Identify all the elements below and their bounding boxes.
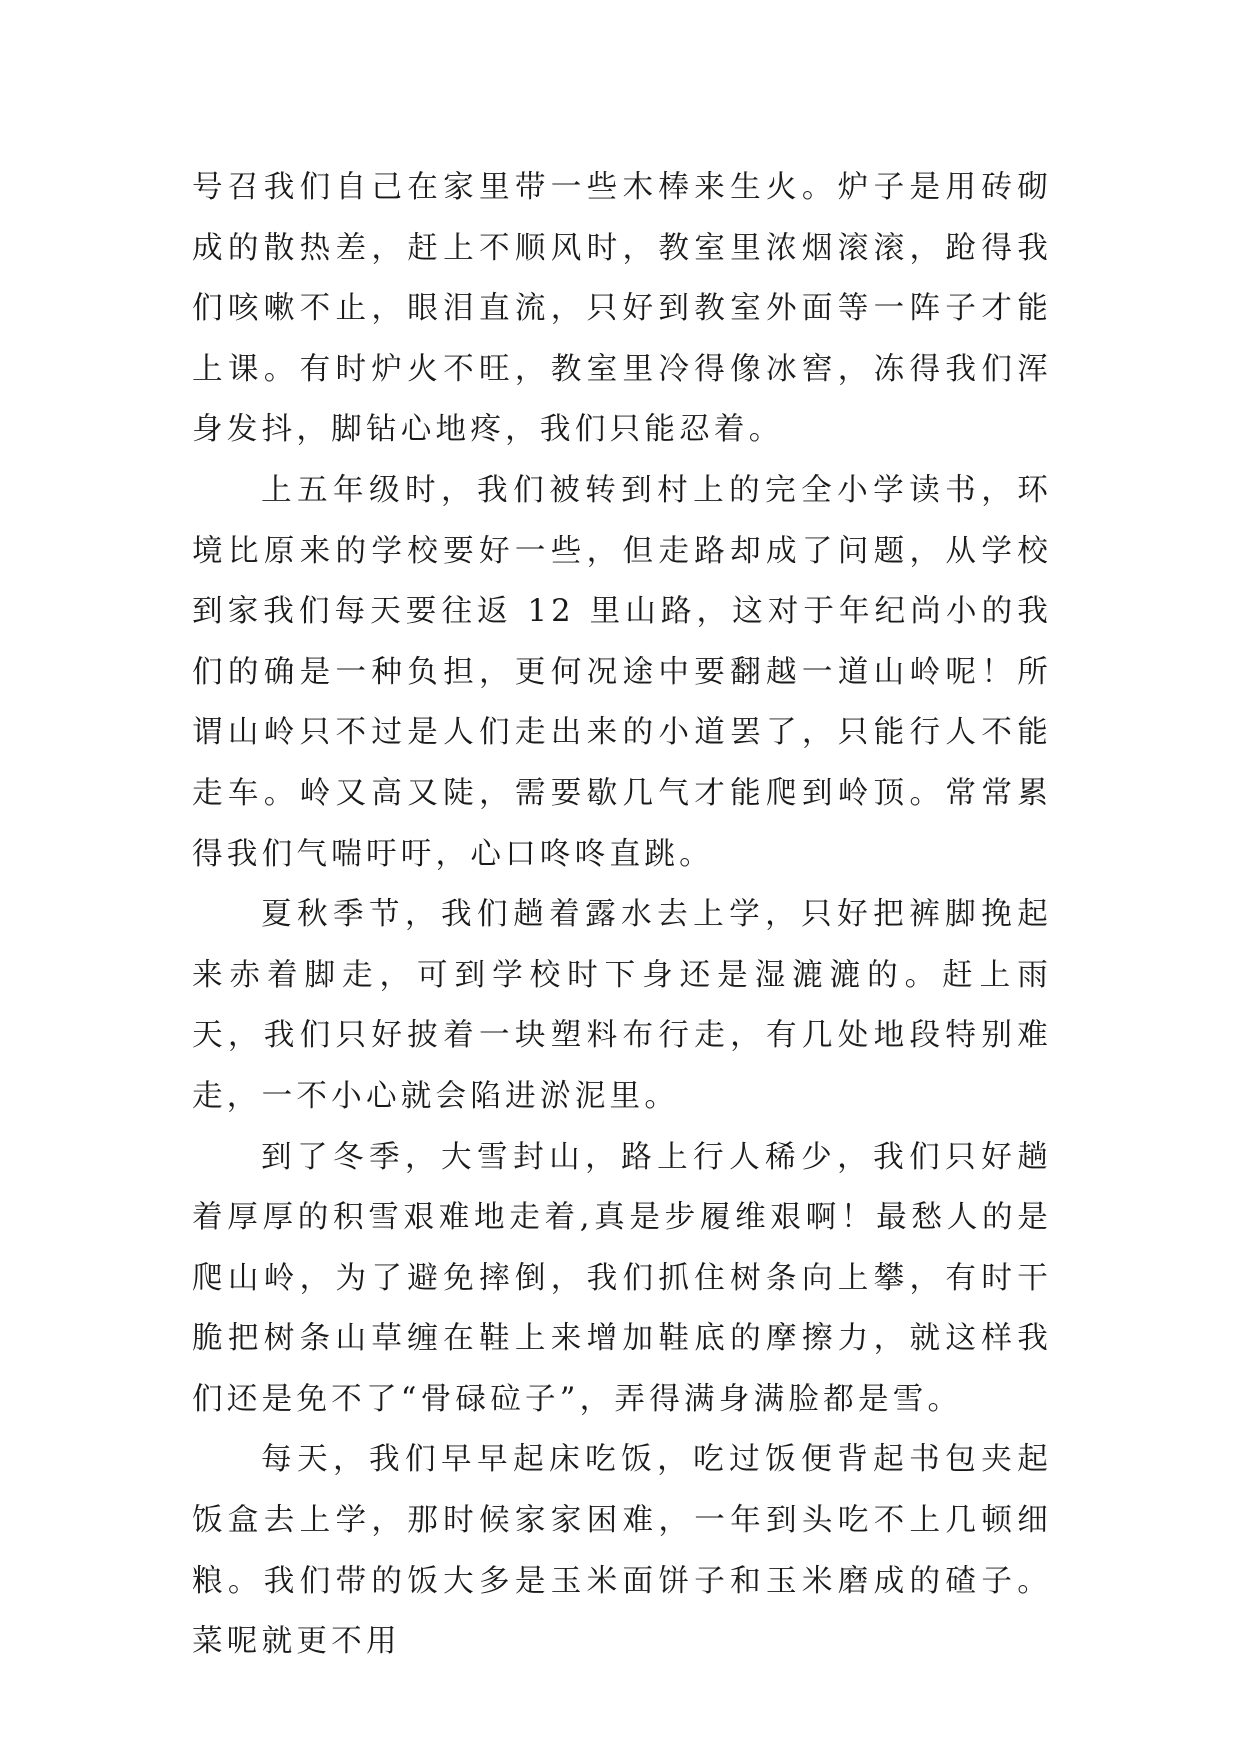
body-text bbox=[192, 158, 1052, 1673]
paragraph-1: 号召我们自己在家里带一些木棒来生火。炉子是用砖砌成的散热差，赶上不顺风时，教室里浓烟滚滚，跄得我们咳嗽不止，眼泪直流，只好到教室外面等一阵子才能上课。有时炉火不旺，教室里冷得像冰窖，冻得我们浑身发抖，脚钻心地疼，我们只能忍着。 bbox=[192, 170, 1052, 448]
paragraph-3: 夏秋季节，我们趟着露水去上学，只好把裤脚挽起来赤着脚走，可到学校时下身还是湿漉漉的。赶上雨天，我们只好披着一块塑料布行走，有几处地段特别难走，一不小心就会陷进淤泥里。 bbox=[192, 897, 1052, 1114]
paragraph-2: 上五年级时，我们被转到村上的完全小学读书，环境比原来的学校要好一些，但走路却成了问题，从学校到家我们每天要往返 12 里山路，这对于年纪尚小的我们的确是一种负担，更何况途中要翻越一道山岭呢！所谓山岭只不过是人们走出来的小道罢了，只能行人不能走车。岭又高又陡，需要歇几气才能爬到岭顶。常常累得我们气喘吁吁，心口咚咚直跳。 bbox=[192, 472, 1052, 872]
paragraph-5: 每天，我们早早起床吃饭，吃过饭便背起书包夹起饭盒去上学，那时候家家困难，一年到头吃不上几顿细粮。我们带的饭大多是玉米面饼子和玉米磨成的碴子。菜呢就更不用 bbox=[192, 1442, 1052, 1660]
paragraph-4: 到了冬季，大雪封山，路上行人稀少，我们只好趟着厚厚的积雪艰难地走着,真是步履维艰啊！最愁人的是爬山岭，为了避免摔倒，我们抓住树条向上攀，有时干脆把树条山草缠在鞋上来增加鞋底的摩擦力，就这样我们还是免不了“骨碌砬子”，弄得满身满脸都是雪。 bbox=[192, 1139, 1052, 1417]
